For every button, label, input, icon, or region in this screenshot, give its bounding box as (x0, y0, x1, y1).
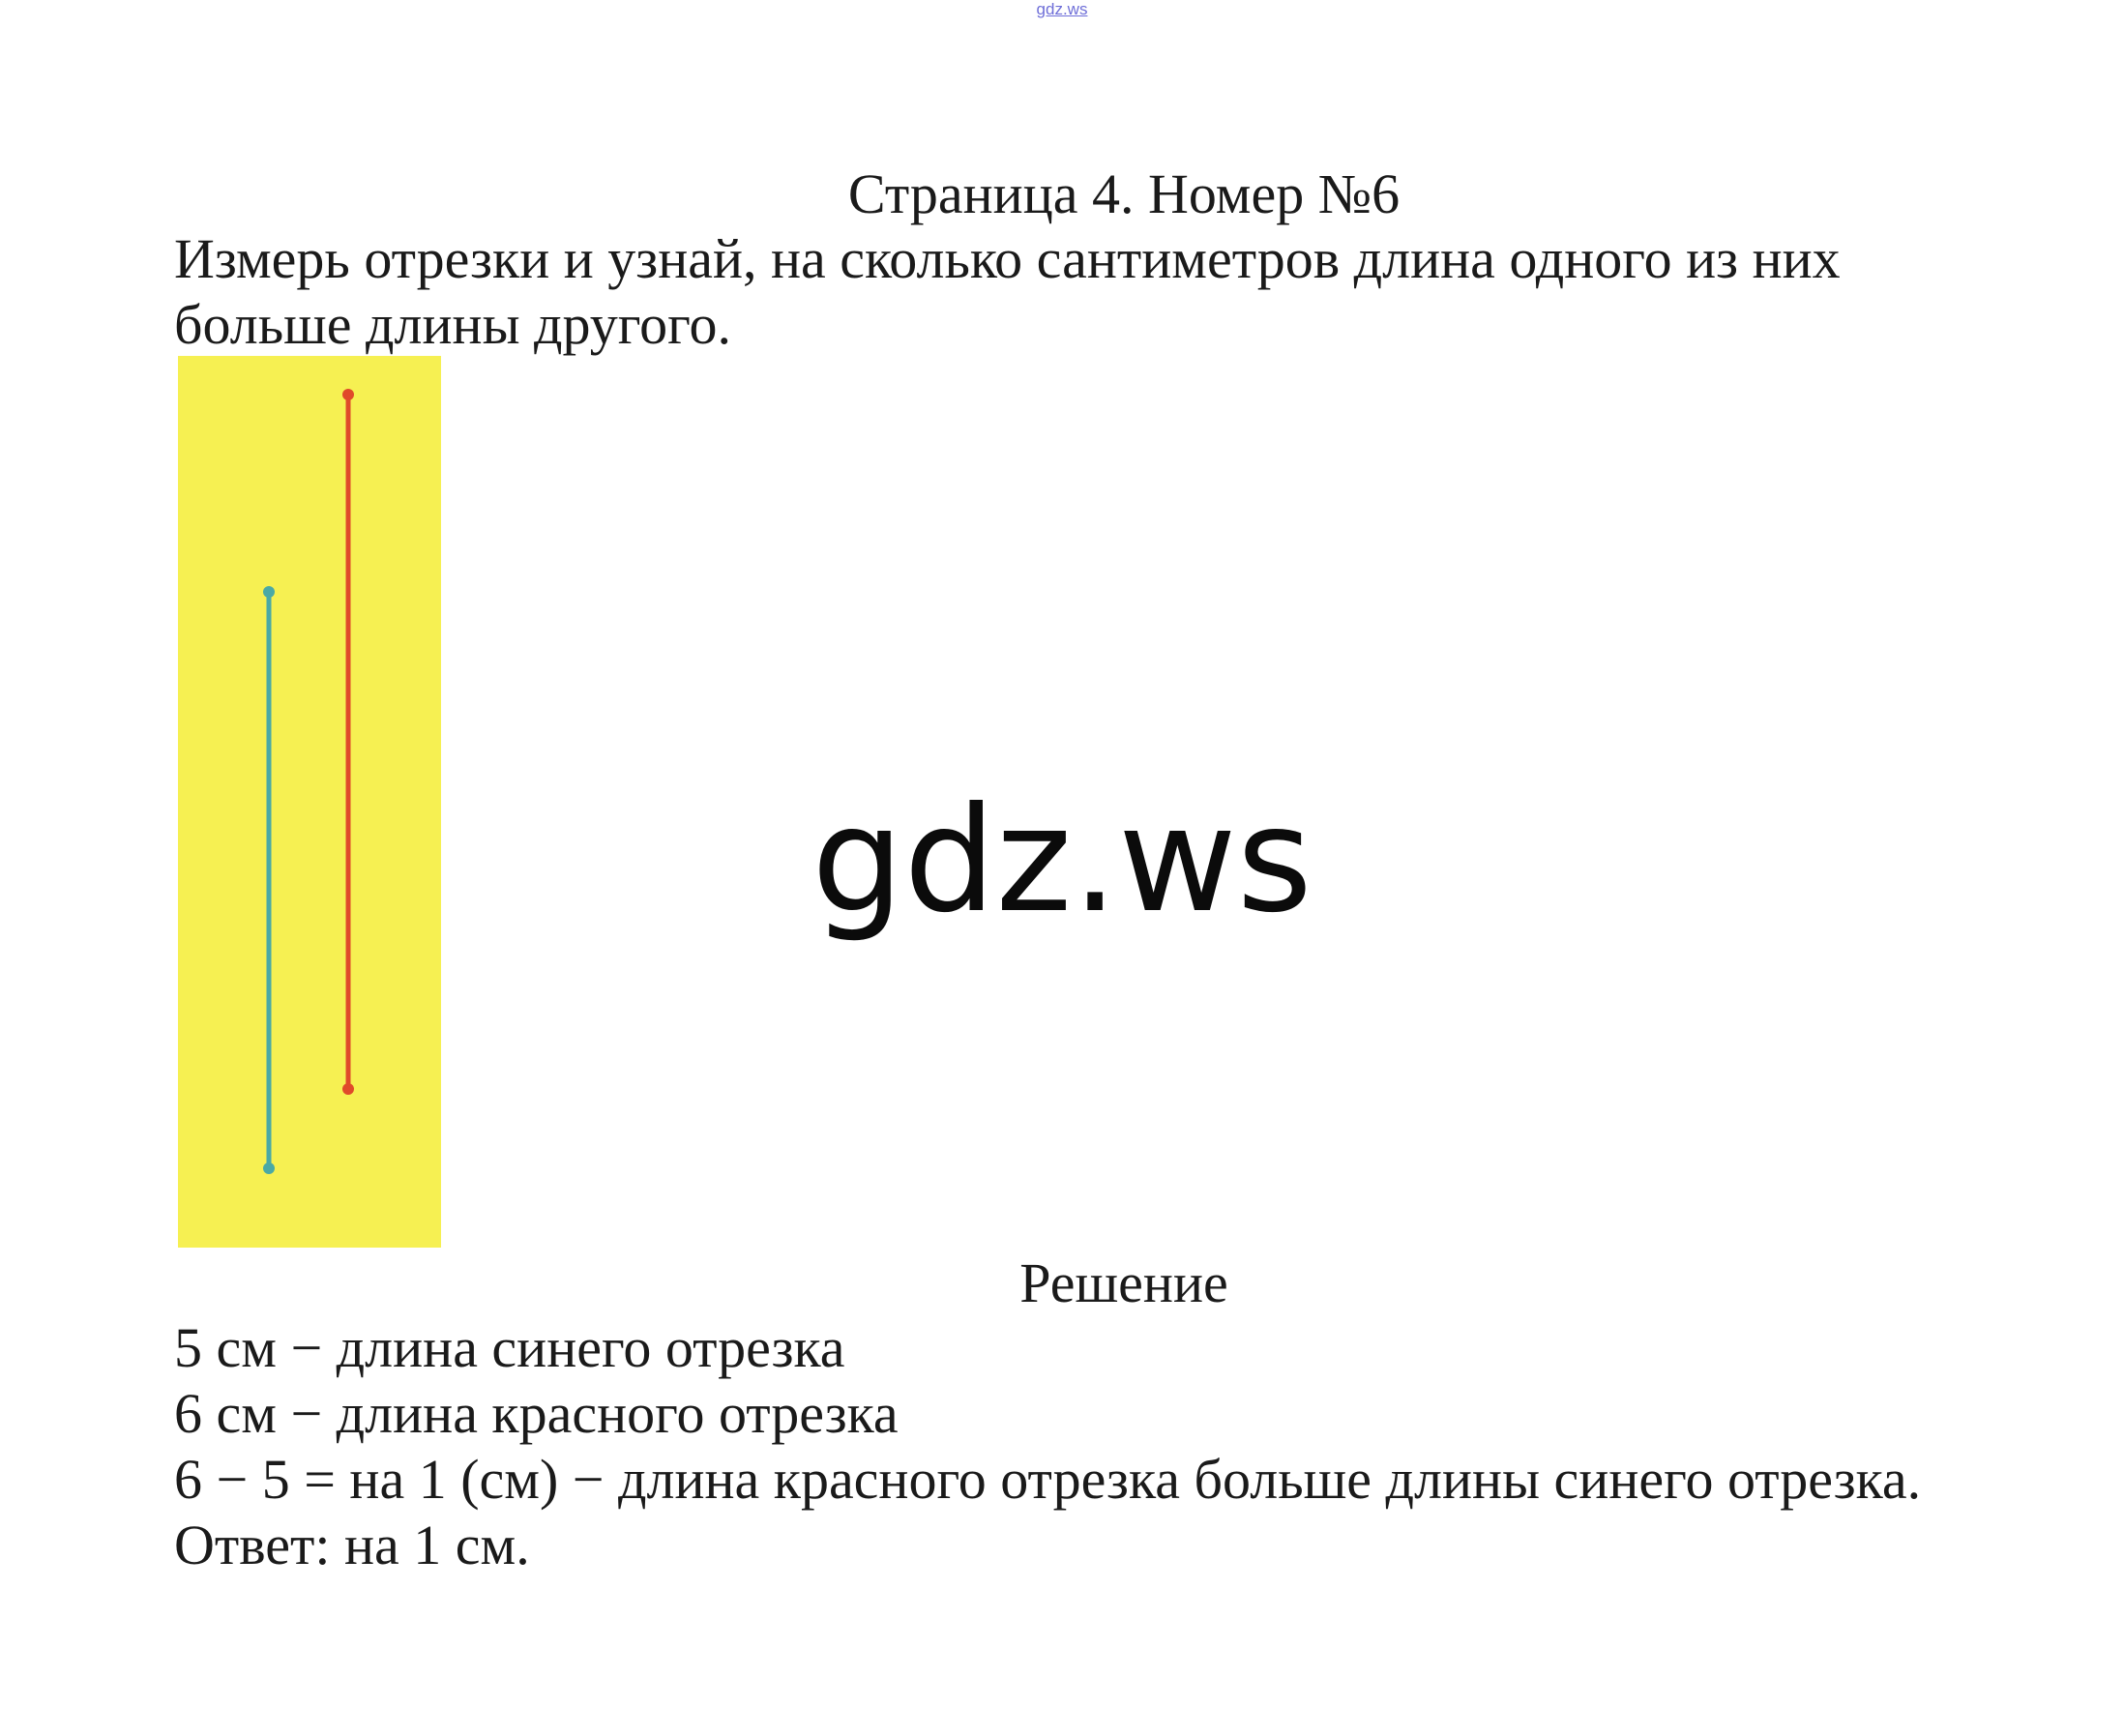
solution-body (174, 1315, 2109, 1578)
solution-line: 6 см − длина красного отрезка (174, 1382, 899, 1445)
source-watermark-top[interactable]: gdz.ws (1036, 0, 1088, 18)
red-segment-start-point (342, 389, 354, 400)
blue-segment-start-point (263, 586, 275, 598)
site-watermark: gdz.ws (811, 777, 1313, 945)
task-line-2: больше длины другого. (174, 293, 731, 356)
answer-line: Ответ: на 1 см. (174, 1514, 530, 1576)
page-title: Страница 4. Номер №6 (847, 162, 1401, 225)
solution-heading: Решение (1019, 1251, 1228, 1314)
solution-line: 6 − 5 = на 1 (см) − длина красного отрезка больше длины синего отрезка. (174, 1448, 1922, 1511)
task-text (174, 226, 2070, 358)
blue-segment-end-point (263, 1162, 275, 1174)
task-line-1: Измерь отрезки и узнай, на сколько сантиметров длина одного из них (174, 227, 1841, 290)
solution-line: 5 см − длина синего отрезка (174, 1316, 845, 1379)
red-segment-end-point (342, 1083, 354, 1095)
